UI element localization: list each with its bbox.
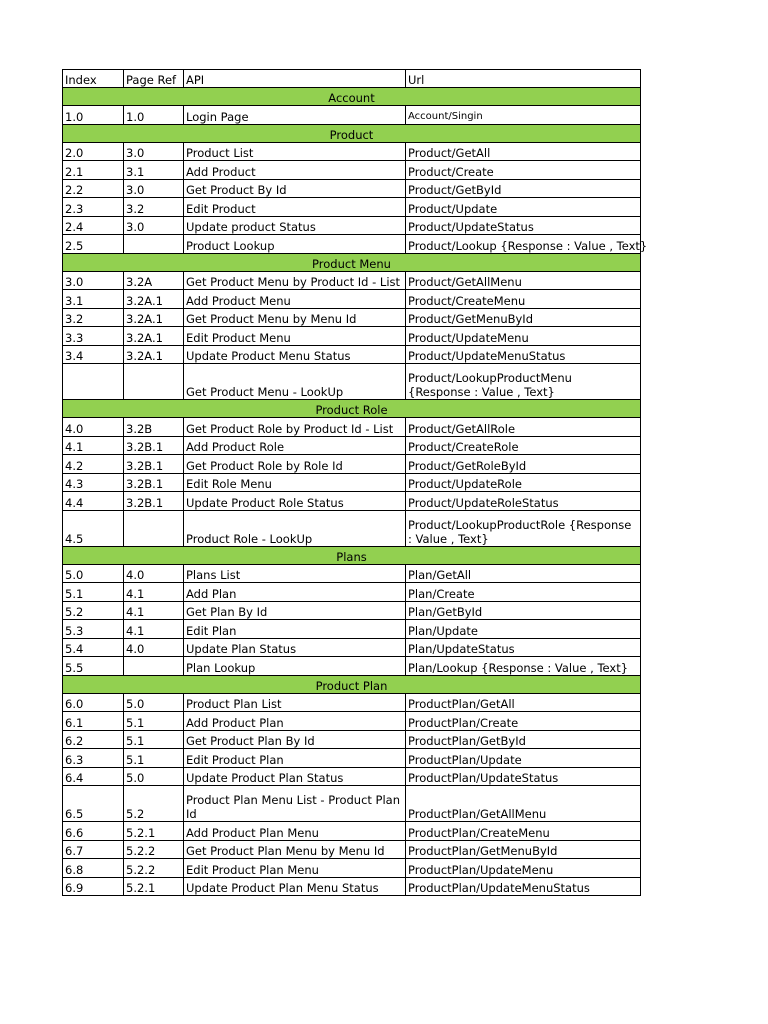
cell-url[interactable]: Account/Singin — [406, 106, 641, 125]
cell-url[interactable]: Product/GetMenuById — [406, 308, 641, 327]
section-title[interactable]: Product Menu — [63, 253, 641, 271]
cell-index[interactable] — [63, 364, 124, 400]
table-row — [63, 767, 641, 786]
sheet-body — [63, 70, 648, 896]
cell-url[interactable]: Product/UpdateStatus — [406, 216, 641, 235]
cell-api[interactable]: Update Product Plan Status — [184, 767, 406, 786]
cell-page-ref[interactable]: 3.1 — [124, 161, 184, 180]
cell-page-ref[interactable]: 3.2A.1 — [124, 327, 184, 346]
cell-url[interactable]: ProductPlan/UpdateMenuStatus — [406, 877, 641, 896]
table-row — [63, 106, 641, 125]
cell-api[interactable]: Get Product Plan Menu by Menu Id — [184, 840, 406, 859]
cell-index[interactable]: 3.2 — [63, 308, 124, 327]
section-row — [63, 88, 641, 106]
cell-api[interactable]: Plan Lookup — [184, 657, 406, 676]
table-row — [63, 290, 641, 309]
cell-index[interactable]: 2.4 — [63, 216, 124, 235]
section-row — [63, 675, 641, 693]
table-row — [63, 142, 641, 161]
cell-url[interactable]: Product/GetAll — [406, 142, 641, 161]
table-row — [63, 840, 641, 859]
cell-url[interactable]: Product/UpdateMenuStatus — [406, 345, 641, 364]
table-row — [63, 822, 641, 841]
cell-url[interactable]: Product/CreateRole — [406, 436, 641, 455]
table-row — [63, 418, 641, 437]
cell-url[interactable]: Product/GetAllMenu — [406, 271, 641, 290]
cell-index[interactable]: 6.2 — [63, 730, 124, 749]
section-row — [63, 546, 641, 564]
cell-index[interactable]: 2.2 — [63, 179, 124, 198]
cell-url[interactable]: Plan/GetAll — [406, 564, 641, 583]
cell-page-ref[interactable]: 3.2B.1 — [124, 455, 184, 474]
cell-page-ref[interactable] — [124, 235, 184, 254]
cell-api[interactable]: Get Product Plan By Id — [184, 730, 406, 749]
cell-url[interactable]: ProductPlan/GetAllMenu — [406, 786, 641, 822]
cell-api[interactable]: Edit Plan — [184, 620, 406, 639]
cell-url[interactable]: Product/UpdateMenu — [406, 327, 641, 346]
cell-api[interactable]: Get Product Menu by Menu Id — [184, 308, 406, 327]
cell-page-ref[interactable] — [124, 657, 184, 676]
cell-api[interactable]: Product Plan List — [184, 693, 406, 712]
cell-page-ref[interactable]: 5.1 — [124, 730, 184, 749]
cell-page-ref[interactable]: 4.1 — [124, 601, 184, 620]
cell-api[interactable]: Get Product Role by Product Id - List — [184, 418, 406, 437]
cell-url[interactable]: Product/Create — [406, 161, 641, 180]
cell-index[interactable]: 6.9 — [63, 877, 124, 896]
table-row — [63, 216, 641, 235]
header-row — [63, 70, 641, 88]
cell-page-ref[interactable]: 3.0 — [124, 179, 184, 198]
cell-url[interactable]: Plan/Create — [406, 583, 641, 602]
cell-url[interactable]: ProductPlan/GetAll — [406, 693, 641, 712]
cell-index[interactable]: 3.1 — [63, 290, 124, 309]
table-row — [63, 436, 641, 455]
cell-page-ref[interactable]: 3.2A.1 — [124, 308, 184, 327]
cell-index[interactable]: 6.6 — [63, 822, 124, 841]
cell-api[interactable]: Add Product — [184, 161, 406, 180]
cell-index[interactable]: 5.1 — [63, 583, 124, 602]
table-row — [63, 601, 641, 620]
table-row — [63, 749, 641, 768]
cell-page-ref[interactable] — [124, 510, 184, 546]
cell-url[interactable]: ProductPlan/Update — [406, 749, 641, 768]
cell-page-ref[interactable]: 5.2.2 — [124, 840, 184, 859]
cell-url[interactable]: Product/GetById — [406, 179, 641, 198]
cell-api[interactable]: Product Plan Menu List - Product Plan Id — [184, 786, 406, 822]
header-url[interactable]: Url — [406, 70, 641, 88]
table-row — [63, 712, 641, 731]
table-row — [63, 308, 641, 327]
cell-index[interactable]: 2.5 — [63, 235, 124, 254]
cell-page-ref[interactable]: 4.0 — [124, 638, 184, 657]
section-title[interactable]: Product — [63, 124, 641, 142]
cell-url[interactable]: Product/UpdateRole — [406, 473, 641, 492]
cell-page-ref[interactable]: 3.2 — [124, 198, 184, 217]
cell-index[interactable]: 4.1 — [63, 436, 124, 455]
table-row — [63, 235, 641, 254]
table-row — [63, 327, 641, 346]
table-row — [63, 455, 641, 474]
cell-index[interactable]: 6.3 — [63, 749, 124, 768]
table-row — [63, 510, 641, 546]
cell-index[interactable]: 6.7 — [63, 840, 124, 859]
cell-index[interactable]: 3.3 — [63, 327, 124, 346]
cell-api[interactable]: Plans List — [184, 564, 406, 583]
cell-api[interactable]: Product Role - LookUp — [184, 510, 406, 546]
section-title[interactable]: Product Role — [63, 400, 641, 418]
cell-page-ref[interactable]: 3.0 — [124, 142, 184, 161]
section-title[interactable]: Product Plan — [63, 675, 641, 693]
cell-page-ref[interactable]: 3.2A — [124, 271, 184, 290]
cell-api[interactable]: Edit Product Menu — [184, 327, 406, 346]
cell-page-ref[interactable]: 3.2A.1 — [124, 345, 184, 364]
table-row — [63, 620, 641, 639]
cell-url[interactable]: Product/Update — [406, 198, 641, 217]
cell-api[interactable]: Edit Product Plan — [184, 749, 406, 768]
table-row — [63, 877, 641, 896]
cell-index[interactable]: 6.5 — [63, 786, 124, 822]
table-row — [63, 730, 641, 749]
cell-index[interactable]: 4.4 — [63, 492, 124, 511]
table-row — [63, 179, 641, 198]
cell-page-ref[interactable]: 5.2.2 — [124, 859, 184, 878]
cell-api[interactable]: Update Product Role Status — [184, 492, 406, 511]
table-row — [63, 271, 641, 290]
cell-url[interactable]: Product/LookupProductRole {Response : Value , Text} — [406, 510, 641, 546]
section-row — [63, 400, 641, 418]
cell-page-ref[interactable]: 5.1 — [124, 749, 184, 768]
cell-index[interactable]: 5.0 — [63, 564, 124, 583]
cell-url[interactable]: Plan/Lookup {Response : Value , Text} — [406, 657, 641, 676]
cell-index[interactable]: 3.0 — [63, 271, 124, 290]
cell-index[interactable]: 2.1 — [63, 161, 124, 180]
table-row — [63, 473, 641, 492]
cell-index[interactable]: 1.0 — [63, 106, 124, 125]
cell-url[interactable]: Product/GetAllRole — [406, 418, 641, 437]
cell-page-ref[interactable]: 3.2B.1 — [124, 473, 184, 492]
table-row — [63, 364, 641, 400]
cell-page-ref[interactable]: 3.2B — [124, 418, 184, 437]
cell-url[interactable]: Product/GetRoleById — [406, 455, 641, 474]
cell-page-ref[interactable]: 5.2 — [124, 786, 184, 822]
table-row — [63, 657, 641, 676]
cell-api[interactable]: Add Product Menu — [184, 290, 406, 309]
cell-url[interactable]: Product/CreateMenu — [406, 290, 641, 309]
cell-index[interactable]: 3.4 — [63, 345, 124, 364]
cell-api[interactable]: Update product Status — [184, 216, 406, 235]
cell-index[interactable]: 5.5 — [63, 657, 124, 676]
cell-index[interactable]: 5.3 — [63, 620, 124, 639]
table-row — [63, 345, 641, 364]
section-title[interactable]: Account — [63, 88, 641, 106]
cell-api[interactable]: Update Product Menu Status — [184, 345, 406, 364]
cell-url[interactable]: Product/Lookup {Response : Value , Text} — [406, 235, 641, 254]
table-row — [63, 859, 641, 878]
cell-api[interactable]: Get Product Role by Role Id — [184, 455, 406, 474]
cell-api[interactable]: Edit Product Plan Menu — [184, 859, 406, 878]
cell-api[interactable]: Get Plan By Id — [184, 601, 406, 620]
cell-index[interactable]: 6.1 — [63, 712, 124, 731]
cell-index[interactable]: 4.2 — [63, 455, 124, 474]
cell-page-ref[interactable]: 3.0 — [124, 216, 184, 235]
cell-index[interactable]: 4.0 — [63, 418, 124, 437]
cell-api[interactable]: Add Product Plan Menu — [184, 822, 406, 841]
cell-url[interactable]: Product/LookupProductMenu {Response : Value , Text} — [406, 364, 641, 400]
cell-url[interactable]: ProductPlan/GetMenuById — [406, 840, 641, 859]
cell-page-ref[interactable]: 5.2.1 — [124, 877, 184, 896]
cell-index[interactable]: 6.0 — [63, 693, 124, 712]
cell-url[interactable]: Product/UpdateRoleStatus — [406, 492, 641, 511]
cell-api[interactable]: Edit Role Menu — [184, 473, 406, 492]
cell-url[interactable]: ProductPlan/CreateMenu — [406, 822, 641, 841]
cell-index[interactable]: 6.8 — [63, 859, 124, 878]
cell-url[interactable]: ProductPlan/GetById — [406, 730, 641, 749]
header-page-ref[interactable]: Page Ref — [124, 70, 184, 88]
header-index[interactable]: Index — [63, 70, 124, 88]
cell-page-ref[interactable]: 4.1 — [124, 620, 184, 639]
section-row — [63, 253, 641, 271]
cell-url[interactable]: Plan/GetById — [406, 601, 641, 620]
section-title[interactable]: Plans — [63, 546, 641, 564]
cell-api[interactable]: Add Plan — [184, 583, 406, 602]
section-row — [63, 124, 641, 142]
cell-index[interactable]: 4.5 — [63, 510, 124, 546]
cell-page-ref[interactable]: 4.0 — [124, 564, 184, 583]
cell-api[interactable]: Add Product Plan — [184, 712, 406, 731]
table-row — [63, 492, 641, 511]
cell-page-ref[interactable]: 1.0 — [124, 106, 184, 125]
table-row — [63, 693, 641, 712]
cell-index[interactable]: 5.4 — [63, 638, 124, 657]
cell-api[interactable]: Product Lookup — [184, 235, 406, 254]
cell-index[interactable]: 4.3 — [63, 473, 124, 492]
cell-page-ref[interactable]: 5.1 — [124, 712, 184, 731]
cell-index[interactable]: 6.4 — [63, 767, 124, 786]
cell-page-ref[interactable]: 3.2B.1 — [124, 436, 184, 455]
cell-page-ref[interactable]: 3.2A.1 — [124, 290, 184, 309]
cell-api[interactable]: Get Product By Id — [184, 179, 406, 198]
cell-url[interactable]: ProductPlan/UpdateMenu — [406, 859, 641, 878]
cell-api[interactable]: Get Product Menu - LookUp — [184, 364, 406, 400]
cell-url[interactable]: ProductPlan/UpdateStatus — [406, 767, 641, 786]
cell-api[interactable]: Product List — [184, 142, 406, 161]
table-row — [63, 198, 641, 217]
header-api[interactable]: API — [184, 70, 406, 88]
table-row — [63, 564, 641, 583]
cell-page-ref[interactable]: 5.2.1 — [124, 822, 184, 841]
cell-api[interactable]: Get Product Menu by Product Id - List — [184, 271, 406, 290]
table-row — [63, 161, 641, 180]
cell-page-ref[interactable]: 4.1 — [124, 583, 184, 602]
cell-api[interactable]: Add Product Role — [184, 436, 406, 455]
cell-api[interactable]: Edit Product — [184, 198, 406, 217]
cell-index[interactable]: 5.2 — [63, 601, 124, 620]
cell-page-ref[interactable]: 5.0 — [124, 767, 184, 786]
cell-url[interactable]: Plan/UpdateStatus — [406, 638, 641, 657]
cell-url[interactable]: Plan/Update — [406, 620, 641, 639]
cell-page-ref[interactable] — [124, 364, 184, 400]
table-row — [63, 786, 641, 822]
table-row — [63, 638, 641, 657]
cell-page-ref[interactable]: 3.2B.1 — [124, 492, 184, 511]
cell-api[interactable]: Update Plan Status — [184, 638, 406, 657]
cell-index[interactable]: 2.0 — [63, 142, 124, 161]
cell-url[interactable]: ProductPlan/Create — [406, 712, 641, 731]
cell-api[interactable]: Login Page — [184, 106, 406, 125]
api-spreadsheet — [62, 69, 648, 896]
cell-index[interactable]: 2.3 — [63, 198, 124, 217]
cell-api[interactable]: Update Product Plan Menu Status — [184, 877, 406, 896]
cell-page-ref[interactable]: 5.0 — [124, 693, 184, 712]
table-row — [63, 583, 641, 602]
